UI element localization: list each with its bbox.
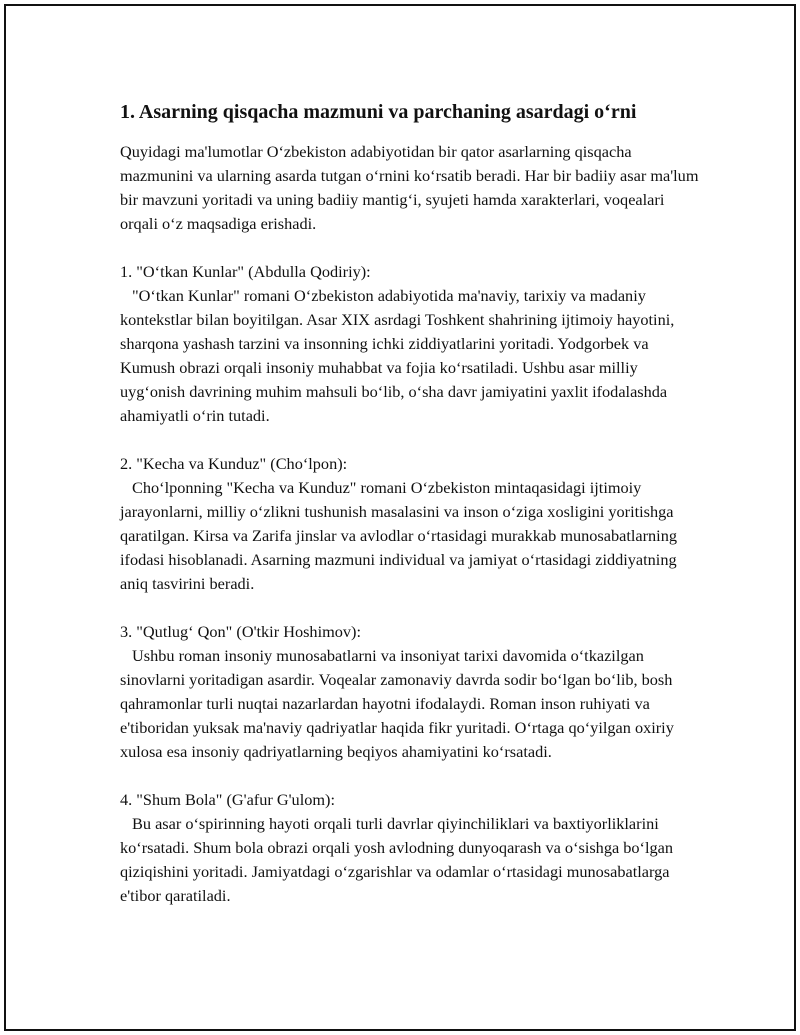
- intro-paragraph: Quyidagi ma'lumotlar O‘zbekiston adabiyotidan bir qator asarlarning qisqacha mazmunini va ularning asarda tutgan o‘rnini ko‘rsatib beradi. Har bir badiiy asar ma'lum bir mavzuni yoritadi va uning badiiy mantig‘i, syujeti hamda xarakterlari, voqealari orqali o‘z maqsadiga erishadi.: [120, 142, 699, 233]
- section-shum-bola: [120, 788, 700, 908]
- section-body: [120, 812, 700, 908]
- section-body-text: Cho‘lponning "Kecha va Kunduz" romani O‘zbekiston mintaqasidagi ijtimoiy jarayonlarni, milliy o‘zlikni tushunish masalasini va inson o‘ziga xosligini yoritishga qaratilgan. Kirsa va Zarifa jinslar va avlodlar o‘rtasidagi murakkab munosabatlarning ifodasi hisoblanadi. Asarning mazmuni individual va jamiyat o‘rtasidagi ziddiyatning aniq tasvirini beradi.: [120, 478, 677, 593]
- section-body: [120, 644, 700, 764]
- section-body-text: Bu asar o‘spirinning hayoti orqali turli davrlar qiyinchiliklari va baxtiyorliklarini ko‘rsatadi. Shum bola obrazi orqali yosh avlodning dunyoqarash va o‘sishga bo‘lgan qiziqishini yoritadi. Jamiyatdagi o‘zgarishlar va odamlar o‘rtasidagi munosabatlarga e'tibor qaratiladi.: [120, 814, 673, 905]
- section-qutlug-qon: [120, 620, 700, 764]
- section-kecha-va-kunduz: [120, 452, 700, 596]
- section-otkan-kunlar: [120, 260, 700, 428]
- section-body-text: Ushbu roman insoniy munosabatlarni va insoniyat tarixi davomida o‘tkazilgan sinovlarni yoritadigan asardir. Voqealar zamonaviy davrda sodir bo‘lgan bo‘lib, bosh qahramonlar turli nuqtai nazarlardan hayotni ifodalaydi. Roman inson ruhiyati va e'tiboridan yuksak ma'naviy qadriyatlar haqida fikr yuritadi. O‘rtaga qo‘yilgan oxiriy xulosa esa insoniy qadriyatlarning beqiyos ahamiyatini ko‘rsatadi.: [120, 646, 674, 761]
- section-heading: 4. "Shum Bola" (G'afur G'ulom):: [120, 790, 335, 809]
- section-body-text: "O‘tkan Kunlar" romani O‘zbekiston adabiyotida ma'naviy, tarixiy va madaniy kontekstlar bilan boyitilgan. Asar XIX asrdagi Toshkent shahrining ijtimoiy hayotini, sharqona yashash tarzini va insonning ichki ziddiyatlarini yoritadi. Yodgorbek va Kumush obrazi orqali insoniy muhabbat va fojia ko‘rsatiladi. Ushbu asar milliy uyg‘onish davrining muhim mahsuli bo‘lib, o‘sha davr jamiyatini yaxlit ifodalashda ahamiyatli o‘rin tutadi.: [120, 286, 675, 425]
- section-body: [120, 476, 700, 596]
- section-heading: 1. "O‘tkan Kunlar" (Abdulla Qodiriy):: [120, 262, 371, 281]
- section-body: [120, 284, 700, 428]
- document-content: [120, 98, 700, 932]
- section-heading: 3. "Qutlug‘ Qon" (O'tkir Hoshimov):: [120, 622, 361, 641]
- document-title: 1. Asarning qisqacha mazmuni va parchaning asardagi o‘rni: [120, 101, 637, 123]
- section-heading: 2. "Kecha va Kunduz" (Cho‘lpon):: [120, 454, 348, 473]
- document-page: [4, 4, 796, 1031]
